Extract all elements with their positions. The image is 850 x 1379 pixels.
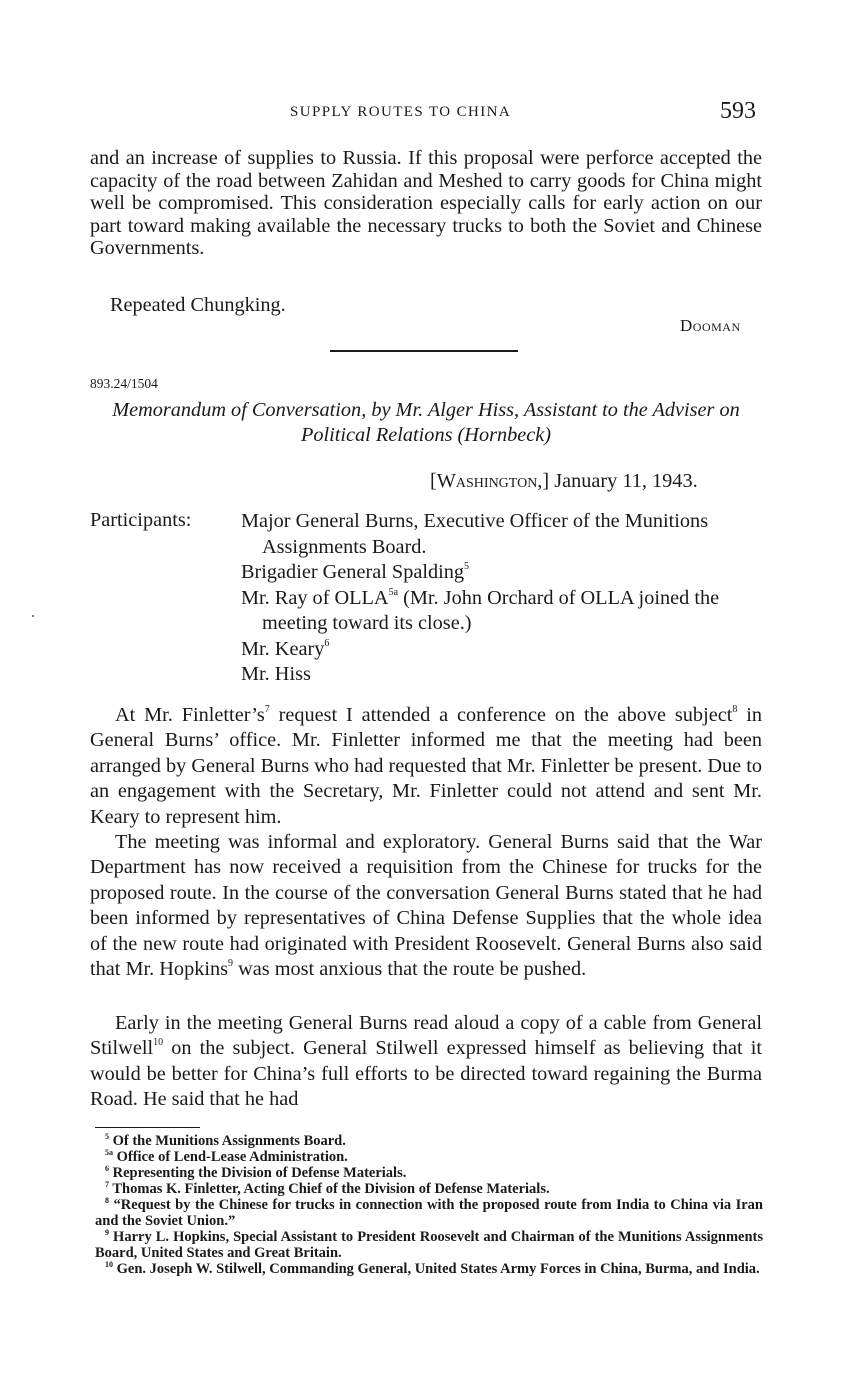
signature: Dooman [680, 316, 741, 335]
footnote-mark: 10 [105, 1260, 113, 1269]
footnote-mark: 7 [105, 1180, 109, 1189]
footnote-mark: 9 [105, 1228, 109, 1237]
participant-name: Major General Burns, Executive Officer of the Munitions Assignments Board. [241, 510, 709, 558]
participant-spalding [241, 560, 763, 586]
repeated-note: Repeated Chungking. [110, 294, 286, 316]
dateline-place: [Washington,] [430, 470, 550, 492]
participant-keary [241, 637, 763, 663]
text-run: in General Burns’ office. Mr. Finletter informed me that the meeting had been arranged by General Burns who had requested that Mr. Finletter be present. Due to an engagement with the Secretary, Mr. Finletter could not attend and sent Mr. Keary to represent him. [90, 704, 762, 828]
footnote-text: Office of Lend-Lease Administration. [116, 1149, 348, 1165]
footnote-ref: 5 [464, 561, 470, 572]
text-run: The meeting was informal and exploratory. General Burns said that the War Department has now received a requisition from the Chinese for trucks for the proposed route. In the course of the conversation General Burns stated that he had been informed by representatives of China Defense Supplies that the whole idea of the new route had originated with President Roosevelt. General Burns also said that Mr. Hopkins [90, 831, 762, 981]
footnote [95, 1133, 763, 1149]
footnote-mark: 8 [105, 1196, 109, 1205]
footnote-ref: 7 [264, 704, 270, 715]
footnotes [95, 1133, 763, 1277]
footnote-ref: 6 [324, 637, 330, 649]
participant-name: Brigadier General Spalding [241, 561, 465, 583]
footnote-rule [95, 1127, 200, 1128]
footnote [95, 1149, 763, 1165]
footnote [95, 1181, 763, 1197]
participant-burns [241, 509, 763, 560]
footnote-mark: 5 [105, 1132, 109, 1141]
participants-label: Participants: [90, 509, 192, 531]
scan-speck [32, 615, 34, 617]
participant-name: Mr. Ray of OLLA [241, 586, 389, 609]
footnote [95, 1229, 763, 1261]
section-divider [330, 350, 518, 352]
footnote-text: “Request by the Chinese for trucks in connection with the proposed route from India to China via Iran and the Soviet Union.” [95, 1197, 763, 1229]
participant-remark: (Mr. John Orchard of OLLA joined the meeting toward its close.) [262, 586, 720, 634]
footnote [95, 1165, 763, 1181]
footnote-text: Of the Munitions Assignments Board. [112, 1133, 346, 1149]
text-run: Early in the meeting General Burns read aloud a copy of a cable from General Stilwell [90, 1012, 762, 1060]
dateline [430, 470, 698, 493]
page-number: 593 [720, 98, 756, 124]
continuation-paragraph: and an increase of supplies to Russia. If this proposal were perforce accepted the capacity of the road between Zahidan and Meshed to carry goods for China might well be compromised. This consideration especially calls for early action on our part toward making available the necessary trucks to both the Soviet and Chinese Governments. [90, 147, 762, 260]
footnote [95, 1197, 763, 1229]
text-run: At Mr. Finletter’s [115, 704, 265, 726]
file-number: 893.24/1504 [90, 376, 158, 391]
text-run: request I attended a conference on the above subject [269, 704, 733, 726]
text-run: was most anxious that the route be pushed. [233, 958, 587, 981]
participant-ray [241, 586, 763, 637]
paragraph-meeting [90, 830, 762, 982]
dateline-date: January 11, 1943. [554, 470, 698, 492]
footnote-ref: 9 [228, 958, 234, 970]
footnote-ref: 8 [732, 704, 738, 715]
participants-list [241, 509, 763, 688]
footnote-mark: 6 [105, 1164, 109, 1173]
footnote-ref: 10 [153, 1037, 164, 1049]
participant-name: Mr. Hiss [241, 663, 311, 685]
participant-name: Mr. Keary [241, 637, 325, 660]
memo-title: Memorandum of Conversation, by Mr. Alger Hiss, Assistant to the Adviser on Political Relations (Hornbeck) [112, 399, 740, 446]
footnote-text: Representing the Division of Defense Materials. [112, 1165, 407, 1181]
footnote-mark: 5a [105, 1148, 113, 1157]
footnote-ref: 5a [388, 586, 399, 598]
footnote-text: Gen. Joseph W. Stilwell, Commanding General, United States Army Forces in China, Burma, and India. [116, 1261, 760, 1277]
running-title: SUPPLY ROUTES TO CHINA [290, 104, 512, 120]
footnote [95, 1261, 763, 1277]
footnote-text: Harry L. Hopkins, Special Assistant to President Roosevelt and Chairman of the Munitions Assignments Board, United States and Great Britain. [95, 1229, 764, 1261]
participant-hiss [241, 662, 763, 688]
paragraph-finletter [90, 703, 762, 830]
text-run: on the subject. General Stilwell expressed himself as believing that it would be better for China’s full efforts to be directed toward regaining the Burma Road. He said that he had [90, 1037, 762, 1111]
paragraph-early [90, 1011, 762, 1113]
footnote-text: Thomas K. Finletter, Acting Chief of the Division of Defense Materials. [112, 1181, 550, 1197]
